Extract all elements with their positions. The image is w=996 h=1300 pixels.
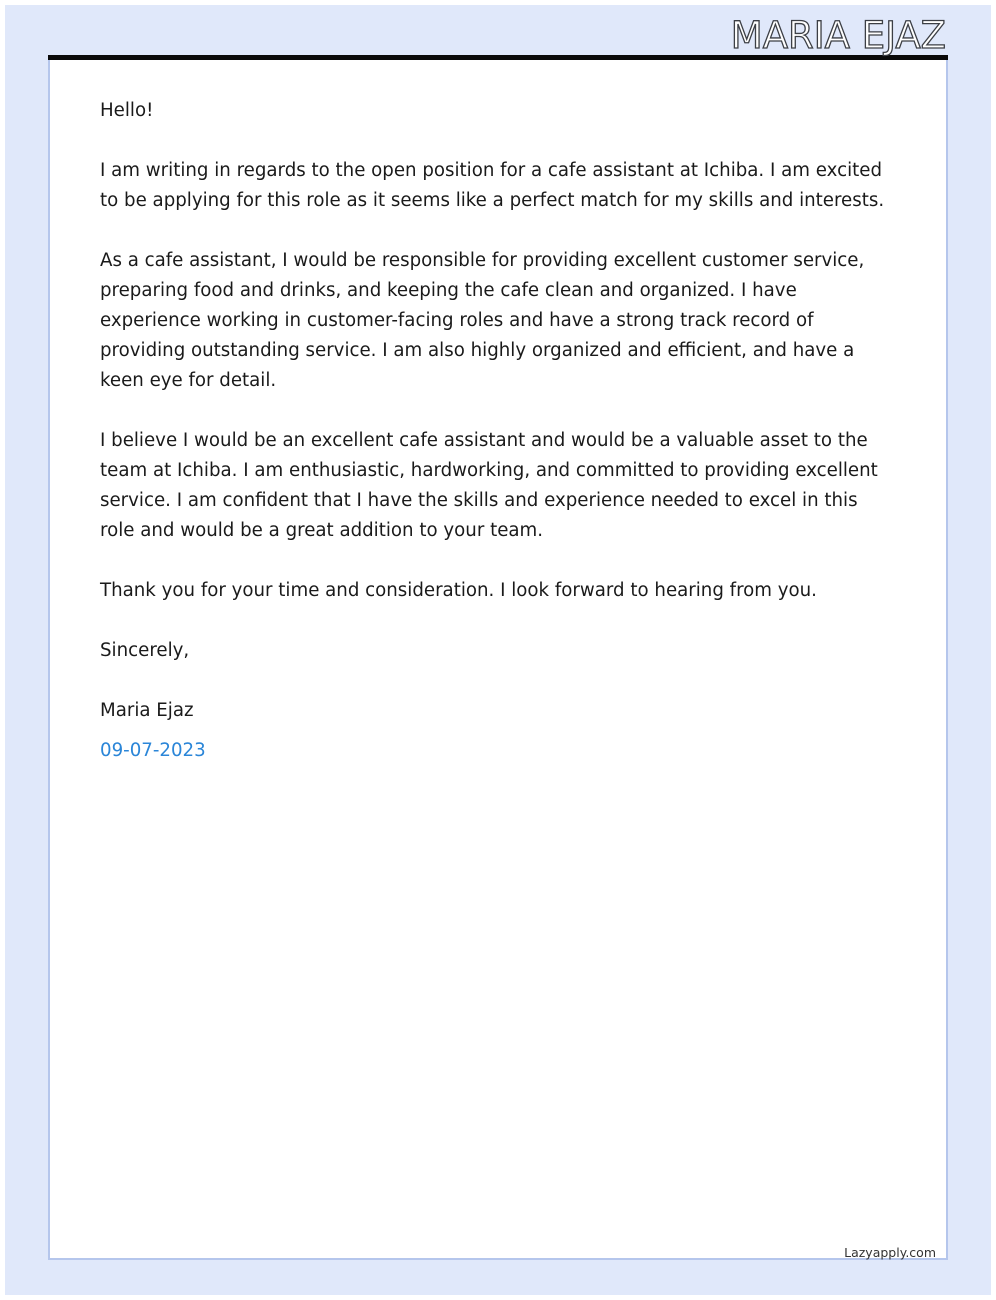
paragraph-intro: I am writing in regards to the open position for a cafe assistant at Ichiba. I am excited to be applying for this role as it seems like a perfect match for my skills and interests. xyxy=(100,160,885,211)
paragraph-responsibilities: As a cafe assistant, I would be responsible for providing excellent customer service, preparing food and drinks, and keeping the cafe clean and organized. I have experience working in customer-facing roles and have a strong track record of providing outstanding service. I am also highly organized and efficient, and have a keen eye for detail. xyxy=(100,250,865,391)
header-name: MARIA EJAZ xyxy=(730,14,946,57)
footer-brand: Lazyapply.com xyxy=(844,1245,936,1260)
signature-name: Maria Ejaz xyxy=(100,700,194,721)
letter-date: 09-07-2023 xyxy=(100,740,206,761)
paragraph-qualifications: I believe I would be an excellent cafe assistant and would be a valuable asset to the team at Ichiba. I am enthusiastic, hardworking, and committed to providing excellent service. I am confident that I have the skills and experience needed to excel in this role and would be a great addition to your team. xyxy=(100,430,878,541)
closing: Sincerely, xyxy=(100,640,190,661)
greeting: Hello! xyxy=(100,100,154,121)
paragraph-thanks: Thank you for your time and consideration. I look forward to hearing from you. xyxy=(100,580,817,601)
cover-letter-body xyxy=(100,96,896,766)
